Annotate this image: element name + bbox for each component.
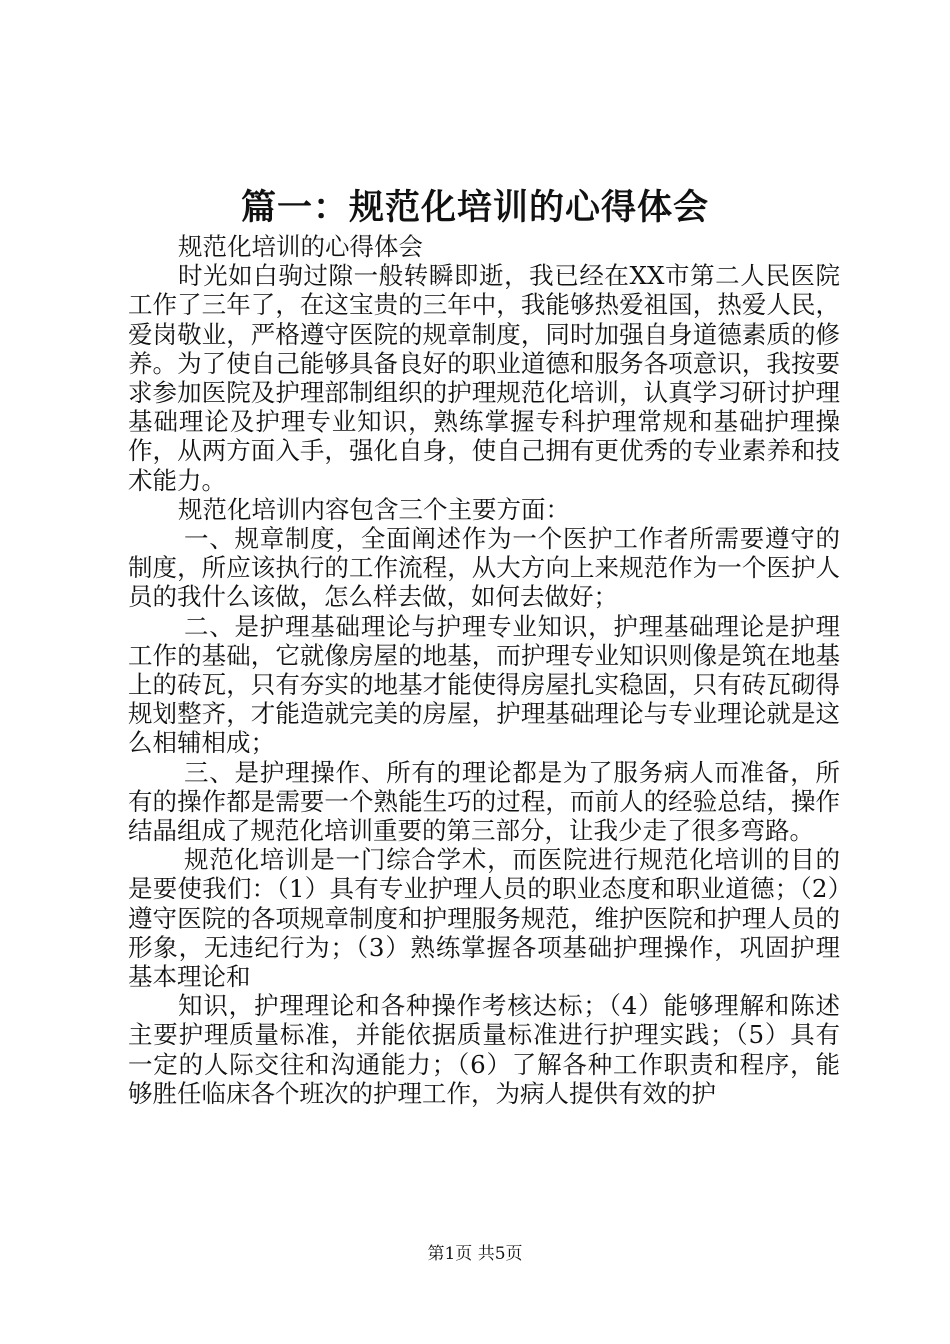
paragraph-subtitle: 规范化培训的心得体会: [178, 232, 423, 261]
document-body: [128, 232, 840, 1108]
paragraph-item-2: 二、是护理基础理论与护理专业知识，护理基础理论是护理工作的基础，它就像房屋的地基，而护理专业知识则像是筑在地基上的砖瓦，只有夯实的地基才能使得房屋扎实稳固，只有砖瓦砌得规划整齐，才能造就完美的房屋，护理基础理论与专业理论就是这么相辅相成；: [128, 611, 840, 758]
paragraph-item-3: 三、是护理操作、所有的理论都是为了服务病人而准备，所有的操作都是需要一个熟能生巧的过程，而前人的经验总结，操作结晶组成了规范化培训重要的第三部分，让我少走了很多弯路。: [128, 757, 840, 846]
paragraph-goals: 规范化培训是一门综合学术，而医院进行规范化培训的目的是要使我们：（1）具有专业护理人员的职业态度和职业道德；（2）遵守医院的各项规章制度和护理服务规范，维护医院和护理人员的形象，无违纪行为；（3）熟练掌握各项基础护理操作，巩固护理基本理论和: [128, 845, 840, 992]
paragraph-intro: 时光如白驹过隙一般转瞬即逝，我已经在XX市第二人民医院工作了三年了，在这宝贵的三年中，我能够热爱祖国，热爱人民，爱岗敬业，严格遵守医院的规章制度，同时加强自身道德素质的修养。为了使自己能够具备良好的职业道德和服务各项意识，我按要求参加医院及护理部制组织的护理规范化培训，认真学习研讨护理基础理论及护理专业知识，熟练掌握专科护理常规和基础护理操作，从两方面入手，强化自身，使自己拥有更优秀的专业素养和技术能力。: [128, 261, 840, 495]
paragraph-item-1: 一、规章制度，全面阐述作为一个医护工作者所需要遵守的制度，所应该执行的工作流程，从大方向上来规范作为一个医护人员的我什么该做，怎么样去做，如何去做好；: [128, 524, 840, 612]
paragraph-overview: 规范化培训内容包含三个主要方面：: [178, 494, 570, 524]
document-title: 篇一：规范化培训的心得体会: [240, 187, 709, 228]
page-footer: 第1页 共5页: [427, 1244, 523, 1264]
paragraph-goals-continued: 知识，护理理论和各种操作考核达标；（4）能够理解和陈述主要护理质量标准，并能依据质量标准进行护理实践；（5）具有一定的人际交往和沟通能力；（6）了解各种工作职责和程序，能够胜任临床各个班次的护理工作，为病人提供有效的护: [128, 991, 840, 1108]
